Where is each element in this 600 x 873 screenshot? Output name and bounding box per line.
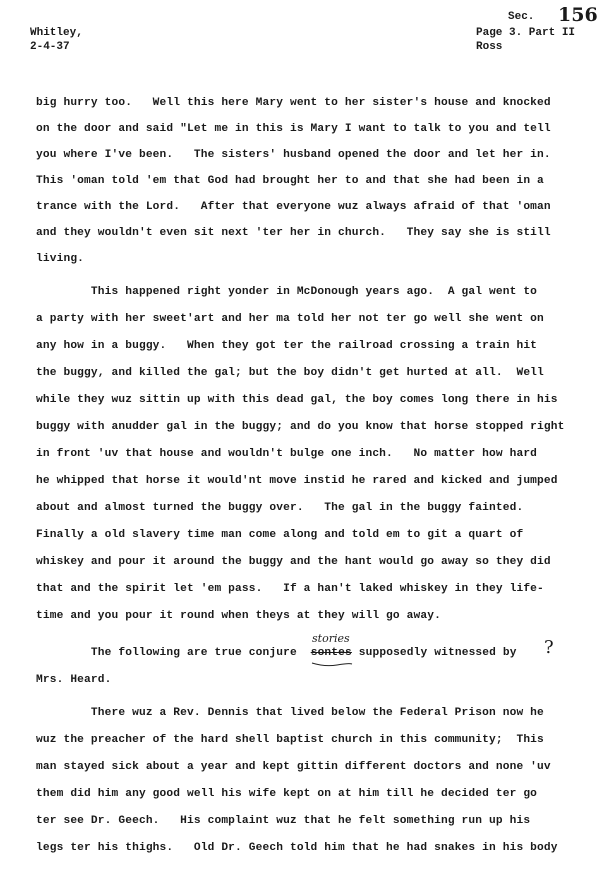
- body-line: big hurry too. Well this here Mary went to her sister's house and knocked: [36, 97, 551, 109]
- conjure-line: [36, 646, 517, 660]
- body-line: wuz the preacher of the hard shell baptist church in this community; This: [36, 734, 544, 746]
- margin-question-mark: ?: [544, 637, 554, 658]
- body-line: the buggy, and killed the gal; but the boy didn't get hurted at all. Well: [36, 367, 544, 379]
- body-line: in front 'uv that house and wouldn't bulge one inch. No matter how hard: [36, 448, 538, 460]
- body-line: he whipped that horse it would'nt move instid he rared and kicked and jumped: [36, 475, 558, 487]
- body-line: Finally a old slavery time man come along and told em to git a quart of: [36, 529, 524, 541]
- handwritten-underline: [311, 662, 353, 667]
- body-line: This happened right yonder in McDonough years ago. A gal went to: [36, 286, 538, 298]
- body-line: that and the spirit let 'em pass. If a han't laked whiskey in they life-: [36, 583, 544, 595]
- body-line: legs ter his thighs. Old Dr. Geech told him that he had snakes in his body: [36, 842, 558, 854]
- section-label: Sec.: [508, 11, 535, 23]
- body-line: whiskey and pour it around the buggy and the hant would go away so they did: [36, 556, 551, 568]
- conjure-line-start: The following are true conjure: [36, 647, 297, 659]
- body-line: time and you pour it round when theys at they will go away.: [36, 610, 441, 622]
- body-line: man stayed sick about a year and kept gittin different doctors and none 'uv: [36, 761, 551, 773]
- body-line: any how in a buggy. When they got ter the railroad crossing a train hit: [36, 340, 538, 352]
- page-part: Page 3. Part II: [476, 27, 576, 39]
- body-line: buggy with anudder gal in the buggy; and do you know that horse stopped right: [36, 421, 565, 433]
- body-line: This 'oman told 'em that God had brought her to and that she had been in a: [36, 175, 544, 187]
- document-date: 2-4-37: [30, 41, 70, 53]
- page-number: 156: [558, 4, 598, 26]
- struck-word: sontes: [310, 647, 352, 659]
- body-line: Mrs. Heard.: [36, 674, 112, 686]
- body-line: while they wuz sittin up with this dead gal, the boy comes long there in his: [36, 394, 558, 406]
- body-line: trance with the Lord. After that everyone wuz always afraid of that 'oman: [36, 201, 551, 213]
- body-line: and they wouldn't even sit next 'ter her in church. They say she is still: [36, 227, 551, 239]
- body-line: them did him any good well his wife kept on at him till he decided ter go: [36, 788, 538, 800]
- body-line: living.: [36, 253, 85, 265]
- body-line: about and almost turned the buggy over. The gal in the buggy fainted.: [36, 502, 524, 514]
- body-line: There wuz a Rev. Dennis that lived below the Federal Prison now he: [36, 707, 544, 719]
- author-name: Whitley,: [30, 27, 83, 39]
- interviewee-name: Ross: [476, 41, 503, 53]
- body-line: a party with her sweet'art and her ma told her not ter go well she went on: [36, 313, 544, 325]
- handwritten-insert: stories: [312, 632, 350, 645]
- body-line: ter see Dr. Geech. His complaint wuz that he felt something run up his: [36, 815, 531, 827]
- body-line: on the door and said "Let me in this is Mary I want to talk to you and tell: [36, 123, 551, 135]
- conjure-line-end: supposedly witnessed by: [351, 647, 517, 659]
- body-line: you where I've been. The sisters' husband opened the door and let her in.: [36, 149, 551, 161]
